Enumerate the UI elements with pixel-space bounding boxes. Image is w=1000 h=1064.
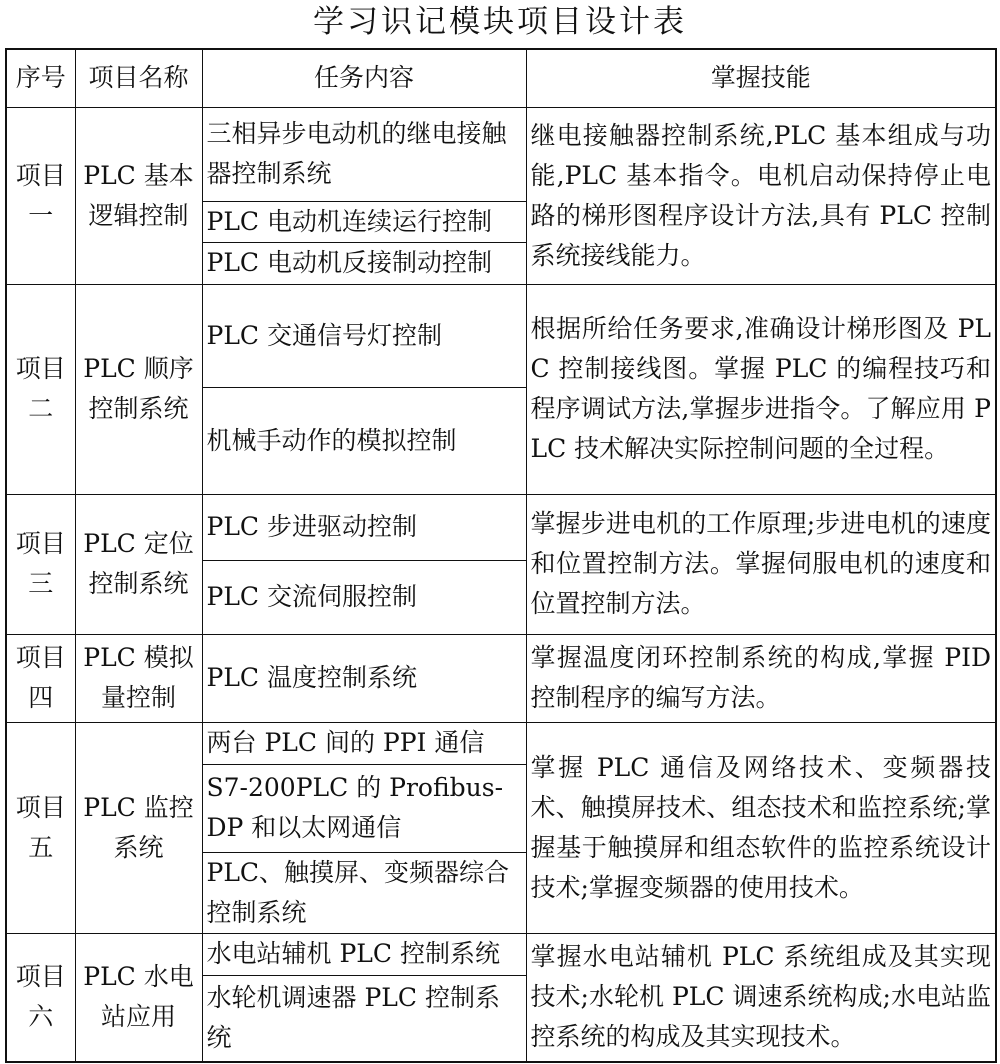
task-cell: 水电站辅机 PLC 控制系统	[202, 933, 526, 975]
table-row	[6, 634, 996, 722]
header-skill: 掌握技能	[526, 49, 996, 107]
project-no: 项目五	[6, 722, 75, 933]
table-row	[6, 284, 996, 387]
header-no: 序号	[6, 49, 75, 107]
skill-cell: 掌握 PLC 通信及网络技术、变频器技术、触摸屏技术、组态技术和监控系统;掌握基于触摸屏和组态软件的监控系统设计技术;掌握变频器的使用技术。	[526, 722, 996, 933]
project-name: PLC 监控系统	[75, 722, 202, 933]
skill-cell: 继电接触器控制系统,PLC 基本组成与功能,PLC 基本指令。电机启动保持停止电路的梯形图程序设计方法,具有 PLC 控制系统接线能力。	[526, 107, 996, 284]
task-cell: PLC 步进驱动控制	[202, 494, 526, 560]
skill-cell: 掌握水电站辅机 PLC 系统组成及其实现技术;水轮机 PLC 调速系统构成;水电站监控系统的构成及其实现技术。	[526, 933, 996, 1062]
skill-cell: 掌握温度闭环控制系统的构成,掌握 PID 控制程序的编写方法。	[526, 634, 996, 722]
project-design-table	[5, 48, 997, 1063]
task-cell: PLC 交流伺服控制	[202, 560, 526, 634]
task-cell: 水轮机调速器 PLC 控制系统	[202, 975, 526, 1062]
project-no: 项目四	[6, 634, 75, 722]
skill-cell: 根据所给任务要求,准确设计梯形图及 PLC 控制接线图。掌握 PLC 的编程技巧和程序调试方法,掌握步进指令。了解应用 PLC 技术解决实际控制问题的全过程。	[526, 284, 996, 494]
task-cell: PLC 电动机连续运行控制	[202, 201, 526, 242]
project-name: PLC 顺序控制系统	[75, 284, 202, 494]
table-row	[6, 722, 996, 764]
project-no: 项目二	[6, 284, 75, 494]
project-name: PLC 基本逻辑控制	[75, 107, 202, 284]
project-no: 项目三	[6, 494, 75, 634]
table-row	[6, 107, 996, 201]
header-row	[6, 49, 996, 107]
task-cell: PLC 温度控制系统	[202, 634, 526, 722]
project-name: PLC 水电站应用	[75, 933, 202, 1062]
task-cell: PLC、触摸屏、变频器综合控制系统	[202, 852, 526, 933]
table-row	[6, 494, 996, 560]
project-name: PLC 模拟量控制	[75, 634, 202, 722]
header-task: 任务内容	[202, 49, 526, 107]
project-no: 项目一	[6, 107, 75, 284]
skill-cell: 掌握步进电机的工作原理;步进电机的速度和位置控制方法。掌握伺服电机的速度和位置控制方法。	[526, 494, 996, 634]
table-row	[6, 933, 996, 975]
table-title: 学习识记模块项目设计表	[313, 4, 687, 40]
task-cell: 机械手动作的模拟控制	[202, 387, 526, 494]
task-cell: PLC 交通信号灯控制	[202, 284, 526, 387]
task-cell: 三相异步电动机的继电接触器控制系统	[202, 107, 526, 201]
task-cell: S7-200PLC 的 Profibus-DP 和以太网通信	[202, 764, 526, 852]
project-name: PLC 定位控制系统	[75, 494, 202, 634]
task-cell: PLC 电动机反接制动控制	[202, 242, 526, 284]
header-name: 项目名称	[75, 49, 202, 107]
task-cell: 两台 PLC 间的 PPI 通信	[202, 722, 526, 764]
project-no: 项目六	[6, 933, 75, 1062]
